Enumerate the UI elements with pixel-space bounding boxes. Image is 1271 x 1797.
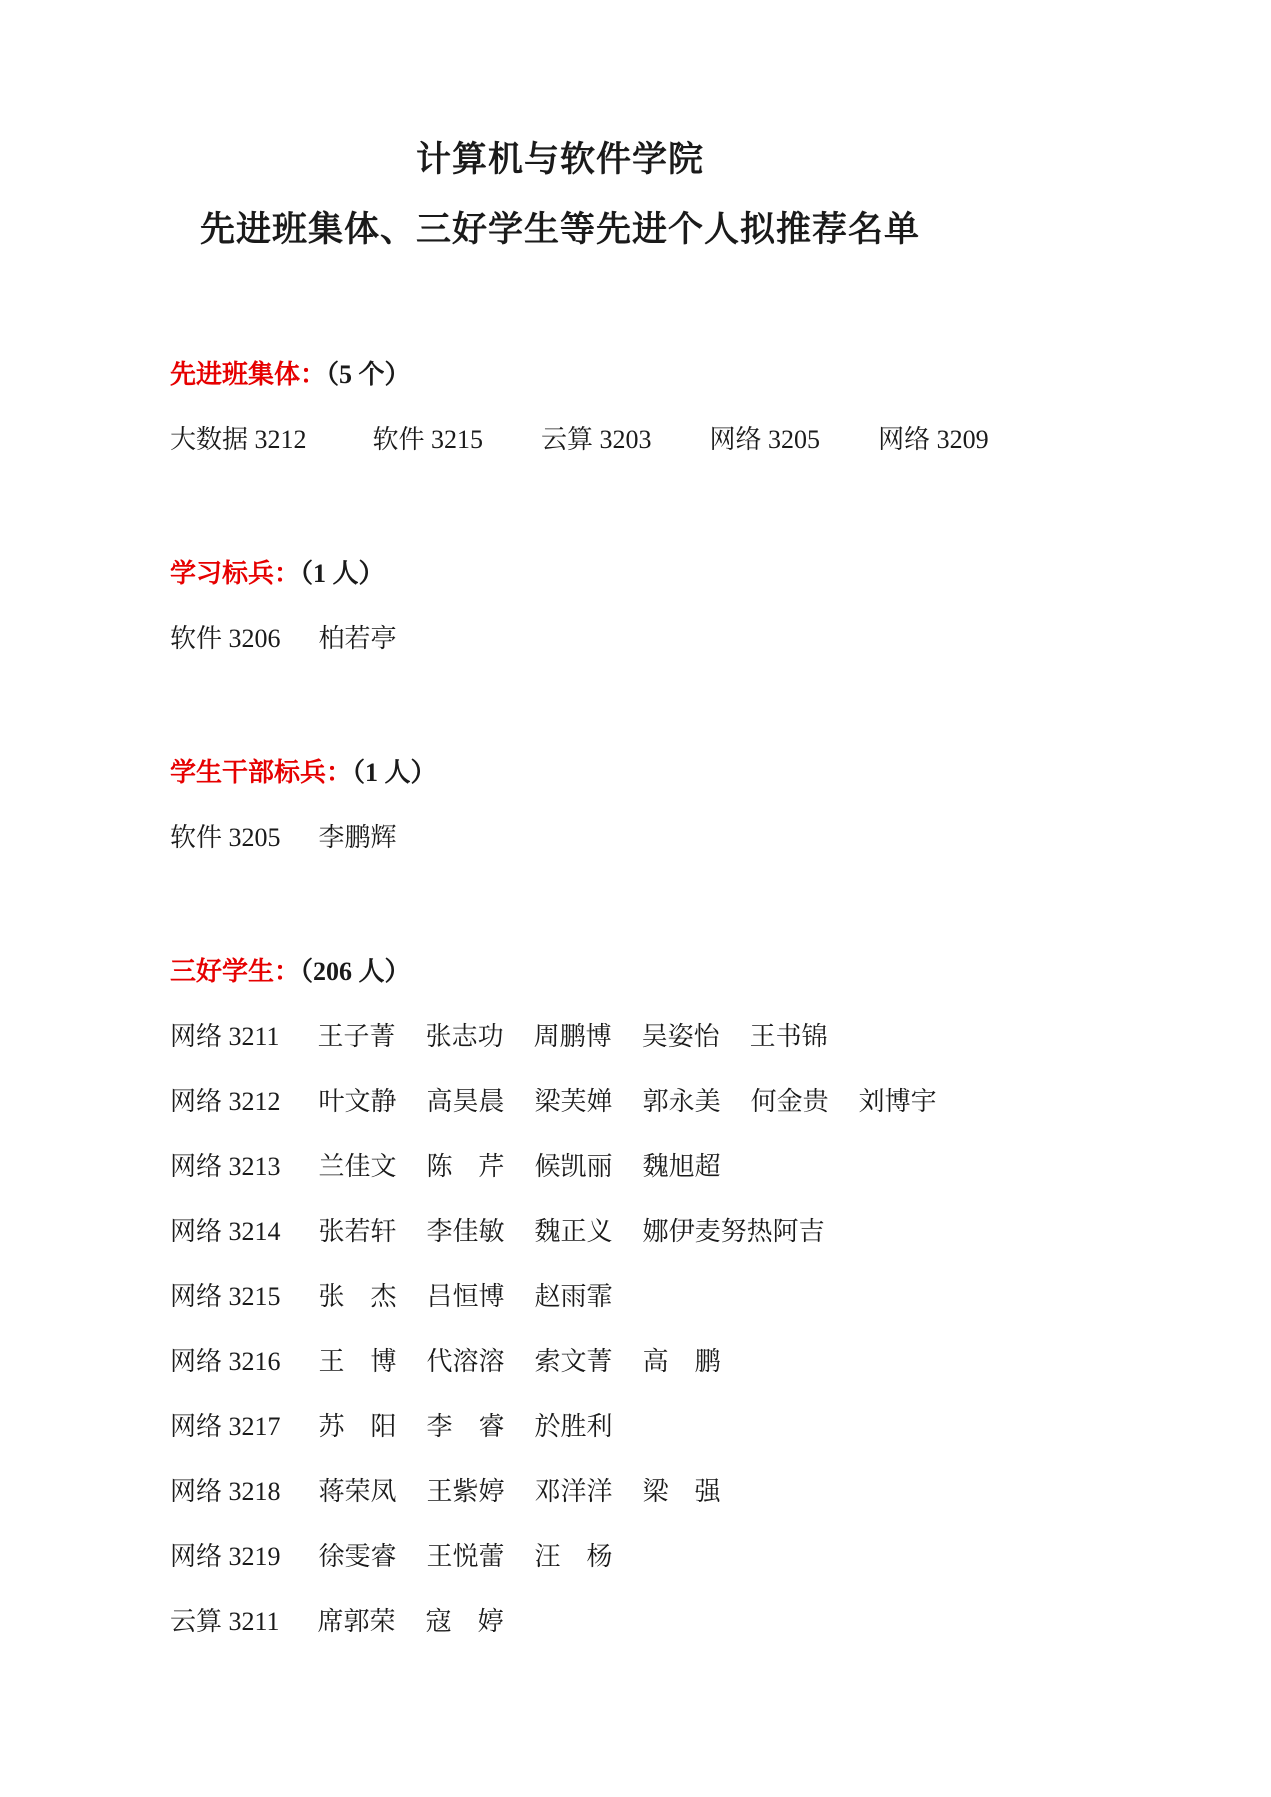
list-row	[170, 1524, 950, 1589]
class-label: 网络 3215	[170, 1282, 281, 1311]
class-label: 网络 3219	[170, 1542, 281, 1571]
section-heading-label: 先进班集体：	[170, 360, 327, 389]
page-title-line2: 先进班集体、三好学生等先进个人拟推荐名单	[199, 210, 920, 249]
class-label: 网络 3213	[170, 1152, 281, 1181]
student-name: 汪 杨	[534, 1542, 613, 1571]
list-row	[170, 1589, 950, 1654]
section-count: （206 人）	[300, 957, 411, 986]
student-name: 邓洋洋	[534, 1477, 613, 1506]
section-heading-label: 学习标兵：	[170, 559, 301, 588]
student-name: 索文菁	[534, 1347, 613, 1376]
student-name: 网络 3205	[709, 425, 821, 454]
list-row	[170, 1134, 950, 1199]
student-name: 王悦蕾	[426, 1542, 505, 1571]
section-count: （1 人）	[352, 758, 437, 787]
award-section	[170, 343, 989, 472]
award-section	[170, 741, 950, 870]
student-name: 网络 3209	[878, 425, 989, 454]
student-name: 魏旭超	[642, 1152, 721, 1181]
student-name: 高 鹏	[642, 1347, 721, 1376]
student-name: 代溶溶	[426, 1347, 505, 1376]
student-name: 兰佳文	[318, 1152, 397, 1181]
student-name: 徐雯睿	[318, 1542, 397, 1571]
section-heading	[170, 343, 950, 407]
list-row	[170, 1199, 950, 1264]
student-name: 吕恒博	[426, 1282, 505, 1311]
student-name: 吴姿怡	[641, 1022, 720, 1051]
class-label: 网络 3211	[170, 1022, 280, 1051]
class-label: 软件 3206	[170, 624, 281, 653]
award-section	[170, 940, 950, 1654]
class-label: 软件 3205	[170, 823, 281, 852]
student-name: 刘博宇	[858, 1087, 937, 1116]
section-count: （1 人）	[300, 559, 385, 588]
student-name: 娜伊麦努热阿吉	[642, 1217, 825, 1246]
student-name: 周鹏博	[533, 1022, 612, 1051]
section-rows	[170, 407, 989, 472]
class-label: 大数据 3212	[170, 425, 307, 454]
student-name: 云算 3203	[541, 425, 652, 454]
list-row	[170, 805, 950, 870]
section-rows	[170, 805, 950, 870]
student-name: 陈 芹	[426, 1152, 505, 1181]
student-name: 张若轩	[318, 1217, 397, 1246]
student-name: 梁 强	[642, 1477, 721, 1506]
student-name: 叶文静	[318, 1087, 397, 1116]
student-name: 王书锦	[749, 1022, 828, 1051]
section-rows	[170, 1004, 950, 1654]
section-count: （5 个）	[326, 360, 411, 389]
student-name: 李鹏辉	[318, 823, 397, 852]
student-name: 王子菁	[317, 1022, 396, 1051]
list-row	[170, 407, 989, 472]
student-name: 郭永美	[642, 1087, 721, 1116]
student-name: 何金贵	[750, 1087, 829, 1116]
student-name: 寇 婷	[425, 1607, 504, 1636]
student-name: 席郭荣	[317, 1607, 396, 1636]
class-label: 网络 3216	[170, 1347, 281, 1376]
class-label: 云算 3211	[170, 1607, 280, 1636]
list-row	[170, 606, 950, 671]
section-heading	[170, 741, 950, 805]
student-name: 蒋荣凤	[318, 1477, 397, 1506]
list-row	[170, 1264, 950, 1329]
student-name: 王 博	[318, 1347, 397, 1376]
section-heading	[170, 940, 950, 1004]
list-row	[170, 1004, 950, 1069]
student-name: 候凯丽	[534, 1152, 613, 1181]
class-label: 网络 3218	[170, 1477, 281, 1506]
student-name: 魏正义	[534, 1217, 613, 1246]
student-name: 软件 3215	[372, 425, 484, 454]
student-name: 赵雨霏	[534, 1282, 613, 1311]
student-name: 李佳敏	[426, 1217, 505, 1246]
award-section	[170, 542, 950, 671]
student-name: 张 杰	[318, 1282, 397, 1311]
class-label: 网络 3217	[170, 1412, 281, 1441]
student-name: 柏若亭	[318, 624, 397, 653]
section-heading-label: 三好学生：	[170, 957, 301, 986]
student-name: 高昊晨	[426, 1087, 505, 1116]
student-name: 苏 阳	[318, 1412, 397, 1441]
list-row	[170, 1394, 950, 1459]
page-title-line1: 计算机与软件学院	[415, 140, 704, 179]
section-rows	[170, 606, 950, 671]
list-row	[170, 1069, 950, 1134]
class-label: 网络 3214	[170, 1217, 281, 1246]
sections-container	[170, 343, 989, 1654]
class-label: 网络 3212	[170, 1087, 281, 1116]
section-heading	[170, 542, 950, 606]
student-name: 於胜利	[534, 1412, 613, 1441]
section-heading-label: 学生干部标兵：	[170, 758, 353, 787]
list-row	[170, 1329, 950, 1394]
student-name: 梁芙婵	[534, 1087, 613, 1116]
student-name: 李 睿	[426, 1412, 505, 1441]
student-name: 张志功	[425, 1022, 504, 1051]
list-row	[170, 1459, 950, 1524]
student-name: 王紫婷	[426, 1477, 505, 1506]
